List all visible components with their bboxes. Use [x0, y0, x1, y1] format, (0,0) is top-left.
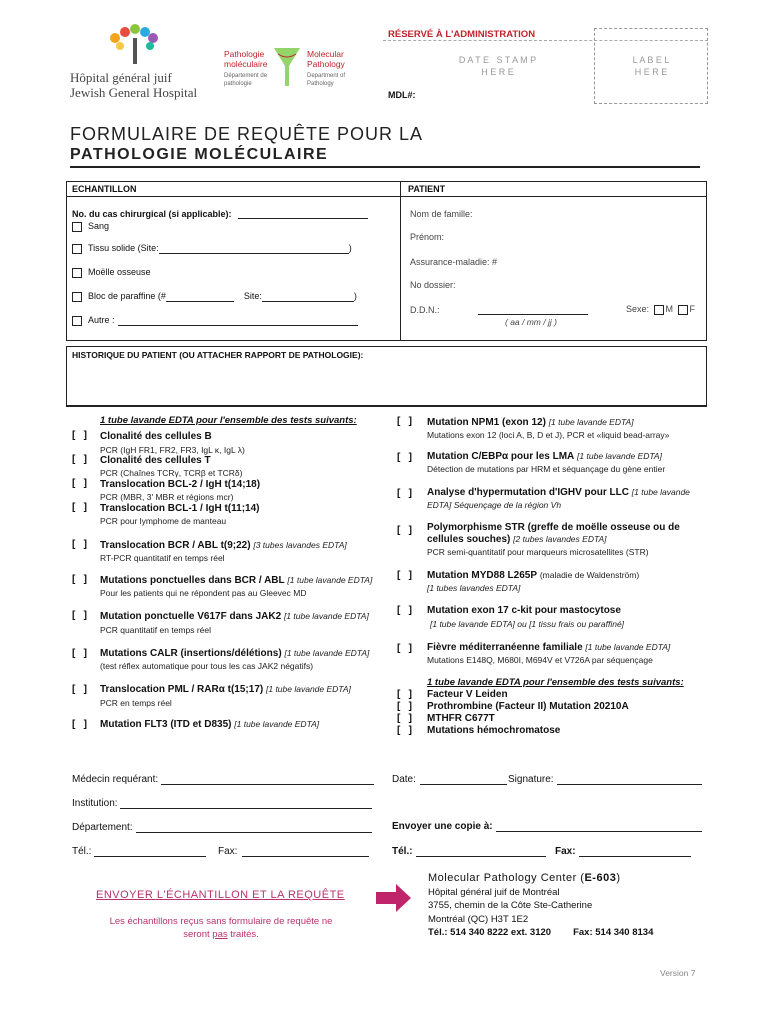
- tel-field[interactable]: [72, 846, 206, 857]
- test-ckit-checkbox[interactable]: [ ]: [397, 605, 412, 616]
- tel-label: Tél.:: [72, 846, 92, 857]
- bloc-site-label: Site:: [243, 291, 262, 301]
- test-bcl1-name: Translocation BCL-1 / IgH t(11;14): [100, 503, 260, 514]
- bloc-end: ): [353, 291, 357, 301]
- hospital-name-en: Jewish General Hospital: [70, 85, 198, 100]
- send-note-line1: Les échantillons reçus sans formulaire de requête ne: [109, 916, 333, 927]
- left-group-header: 1 tube lavande EDTA pour l'ensemble des tests suivants:: [100, 415, 357, 426]
- assurance-field[interactable]: Assurance-maladie: #: [410, 257, 498, 267]
- test-flt3: [100, 719, 319, 730]
- hospital-logo: [70, 24, 200, 100]
- sample-header-rule: [66, 196, 707, 197]
- test-myd88-note: (maladie de Waldenström): [539, 570, 640, 580]
- dept-en-sub: Department of: [307, 73, 346, 79]
- test-str-name: Polymorphisme STR (greffe de moëlle osseuse ou de: [427, 522, 680, 533]
- dept-en: [307, 49, 345, 88]
- date-stamp-text: [440, 54, 555, 78]
- departement-line[interactable]: [136, 823, 372, 833]
- test-npm1: [427, 417, 634, 428]
- version: Version 7: [660, 968, 696, 978]
- test-flt3-tube: [1 tube lavande EDTA]: [234, 719, 320, 729]
- fax2-field[interactable]: [555, 846, 691, 857]
- right-group-list: [427, 689, 629, 737]
- send-note-pas: pas: [212, 929, 228, 940]
- fax-field[interactable]: [218, 846, 369, 857]
- test-clonalite-t-checkbox[interactable]: [ ]: [72, 454, 87, 465]
- right-group-brackets: [397, 689, 412, 737]
- reserved-admin: RÉSERVÉ À L'ADMINISTRATION: [388, 29, 536, 40]
- test-bcl1-sub: PCR pour lymphome de manteau: [100, 516, 227, 526]
- test-prothrombine-name: Prothrombine (Facteur II) Mutation 20210A: [427, 701, 629, 712]
- test-jak2-sub: PCR quantitatif en temps réel: [100, 625, 212, 635]
- test-ighv-checkbox[interactable]: [ ]: [397, 488, 412, 499]
- dept-fr-title: Pathologie: [224, 49, 265, 59]
- test-pml-rara-tube: [1 tube lavande EDTA]: [266, 684, 351, 694]
- ddn-format: ( aa / mm / jj ): [505, 317, 557, 327]
- tel2-field[interactable]: [392, 846, 546, 857]
- test-str-checkbox[interactable]: [ ]: [397, 525, 412, 536]
- dossier-field[interactable]: No dossier:: [410, 280, 456, 290]
- case-number-line[interactable]: [238, 209, 368, 219]
- sexe-label: Sexe:: [626, 304, 650, 314]
- bloc-checkbox[interactable]: [72, 292, 82, 302]
- bloc-option[interactable]: [72, 291, 357, 302]
- institution-line[interactable]: [120, 799, 372, 809]
- mdl-number: MDL#:: [388, 90, 416, 100]
- signature-line[interactable]: [557, 775, 702, 785]
- title-rule: [70, 166, 700, 168]
- envoyer-copie-field[interactable]: [392, 821, 702, 832]
- test-cebpa-name: Mutation C/EBPα pour les LMA: [427, 451, 575, 462]
- autre-line[interactable]: [118, 316, 358, 326]
- test-pml-rara-sub: PCR en temps réel: [100, 698, 172, 708]
- dna-funnel-icon: [272, 46, 302, 90]
- test-str-sub: PCR semi-quantitatif pour marqueurs microsatellites (STR): [427, 547, 649, 557]
- sang-option[interactable]: [72, 221, 109, 232]
- test-hemochromatose-checkbox[interactable]: [ ]: [397, 725, 412, 736]
- dept-en-sub-2: Pathology: [307, 81, 334, 87]
- test-bcr-abl-mut-sub: Pour les patients qui ne répondent pas au Gleevec MD: [100, 588, 307, 598]
- center-name-end: ): [616, 872, 621, 884]
- moelle-checkbox[interactable]: [72, 268, 82, 278]
- test-pml-rara-checkbox[interactable]: [ ]: [72, 684, 87, 695]
- test-cebpa-sub: Détection de mutations par HRM et séquançage du gène entier: [427, 464, 666, 474]
- sample-divider: [400, 181, 401, 341]
- fax2-label: Fax:: [555, 846, 576, 857]
- medecin-line[interactable]: [161, 775, 374, 785]
- medecin-label: Médecin requérant:: [72, 774, 159, 785]
- test-myd88: [427, 570, 639, 581]
- test-calr-sub: (test réflex automatique pour tous les cas JAK2 négatifs): [100, 661, 314, 671]
- case-number-field[interactable]: [72, 209, 368, 219]
- nom-field[interactable]: Nom de famille:: [410, 209, 473, 219]
- test-fmf-checkbox[interactable]: [ ]: [397, 643, 412, 654]
- test-jak2-name: Mutation ponctuelle V617F dans JAK2: [100, 611, 282, 622]
- test-clonalite-b-sub: PCR (IgH FR1, FR2, FR3, IgL κ, IgL λ): [100, 445, 245, 455]
- echantillon-heading: ECHANTILLON: [72, 184, 137, 194]
- test-bcr-abl-mut-name: Mutations ponctuelles dans BCR / ABL: [100, 575, 285, 586]
- test-flt3-checkbox[interactable]: [ ]: [72, 719, 87, 730]
- hospital-name-fr: Hôpital général juif: [70, 70, 172, 85]
- test-bcl2-name: Translocation BCL-2 / IgH t(14;18): [100, 479, 261, 490]
- tissu-option[interactable]: [72, 243, 352, 254]
- test-myd88-checkbox[interactable]: [ ]: [397, 570, 412, 581]
- test-str-tube: [2 tubes lavandes EDTA]: [513, 534, 607, 544]
- tel2-label: Tél.:: [392, 846, 413, 857]
- test-cebpa: [427, 451, 662, 462]
- test-cebpa-tube: [1 tube lavande EDTA]: [577, 451, 662, 461]
- test-ighv-tube: [1 tube lavande: [631, 487, 690, 497]
- test-bcl2-sub: PCR (MBR, 3' MBR et régions mcr): [100, 492, 234, 502]
- label-line1: L A B E L: [632, 55, 670, 65]
- dept-fr-sub-2: pathologie: [224, 81, 252, 87]
- envoyer-copie-line[interactable]: [496, 822, 702, 832]
- sexe-m-checkbox[interactable]: [654, 305, 664, 315]
- sexe-f-checkbox[interactable]: [678, 305, 688, 315]
- test-fmf-tube: [1 tube lavande EDTA]: [585, 642, 671, 652]
- test-clonalite-t-sub: PCR (Chaînes TCRγ, TCRβ et TCRδ): [100, 468, 243, 478]
- autre-checkbox[interactable]: [72, 316, 82, 326]
- test-ckit-sub: [1 tube lavande EDTA] ou [1 tissu frais ou paraffiné]: [430, 619, 625, 629]
- test-pml-rara: [100, 684, 351, 695]
- dept-en-title: Molecular: [307, 49, 344, 59]
- fax2-line[interactable]: [579, 847, 691, 857]
- test-jak2: [100, 611, 369, 622]
- label-line2: H E R E: [634, 67, 668, 77]
- departement-label: Département:: [72, 822, 133, 833]
- test-bcl2-checkbox[interactable]: [ ]: [72, 478, 87, 489]
- test-calr-name: Mutations CALR (insertions/délétions): [100, 648, 282, 659]
- historique-rule: [66, 406, 707, 407]
- autre-label: Autre :: [88, 315, 115, 325]
- test-myd88-sub: [1 tubes lavandes EDTA]: [427, 583, 521, 593]
- test-hemochromatose-name: Mutations hémochromatose: [427, 725, 561, 736]
- test-npm1-tube: [1 tube lavande EDTA]: [548, 417, 634, 427]
- tissu-site-line[interactable]: [159, 244, 349, 254]
- test-mthfr-name: MTHFR C677T: [427, 713, 495, 724]
- sexe-field[interactable]: [626, 304, 695, 315]
- date-stamp-line2: H E R E: [481, 67, 514, 77]
- ddn-line[interactable]: [478, 305, 588, 315]
- test-calr-tube: [1 tube lavande EDTA]: [284, 648, 370, 658]
- test-jak2-checkbox[interactable]: [ ]: [72, 610, 87, 621]
- patient-heading: PATIENT: [408, 184, 446, 194]
- test-ckit-name: Mutation exon 17 c-kit pour mastocytose: [427, 605, 621, 616]
- form-title-line1: FORMULAIRE DE REQUÊTE POUR LA: [70, 124, 424, 144]
- test-fmf-sub: Mutations E148Q, M680I, M694V et V726A par séquençage: [427, 655, 653, 665]
- autre-option[interactable]: [72, 315, 358, 326]
- test-bcr-abl: [100, 540, 347, 551]
- test-npm1-sub: Mutations exon 12 (loci A, B, D et J), PCR et «liquid bead-array»: [427, 430, 670, 440]
- bloc-site-line[interactable]: [262, 292, 354, 302]
- envoyer-copie-label: Envoyer une copie à:: [392, 821, 493, 832]
- center-room: E-603: [584, 872, 617, 884]
- center-name-text: Molecular Pathology Center (: [428, 872, 585, 884]
- test-bcr-abl-mut-tube: [1 tube lavande EDTA]: [287, 575, 373, 585]
- dept-fr-title-2: moléculaire: [224, 59, 268, 69]
- dept-fr: [224, 49, 267, 88]
- tissu-checkbox[interactable]: [72, 244, 82, 254]
- test-clonalite-b-checkbox[interactable]: [ ]: [72, 430, 87, 441]
- test-bcr-abl-sub: RT-PCR quantitatif en temps réel: [100, 553, 225, 563]
- test-calr: [100, 648, 369, 659]
- test-npm1-checkbox[interactable]: [ ]: [397, 416, 412, 427]
- test-bcr-abl-mut-checkbox[interactable]: [ ]: [72, 574, 87, 585]
- historique-heading: HISTORIQUE DU PATIENT (OU ATTACHER RAPPORT DE PATHOLOGIE):: [72, 350, 364, 360]
- date-stamp-line1: D A T E S T A M P: [458, 55, 537, 65]
- case-number-label: No. du cas chirurgical (si applicable):: [72, 209, 232, 219]
- test-pml-rara-name: Translocation PML / RARα t(15;17): [100, 684, 264, 695]
- sang-checkbox[interactable]: [72, 222, 82, 232]
- right-group-header: 1 tube lavande EDTA pour l'ensemble des tests suivants:: [427, 677, 684, 688]
- test-bcr-abl-checkbox[interactable]: [ ]: [72, 539, 87, 550]
- test-bcr-abl-tube: [3 tubes lavandes EDTA]: [253, 540, 347, 550]
- prenom-field[interactable]: Prénom:: [410, 232, 445, 242]
- test-str-name2: cellules souches): [427, 534, 511, 545]
- tree-logo-icon: [95, 24, 175, 68]
- test-ighv-name: Analyse d'hypermutation d'IGHV pour LLC: [427, 487, 629, 498]
- test-bcl1-checkbox[interactable]: [ ]: [72, 502, 87, 513]
- test-bcr-abl-name: Translocation BCR / ABL t(9;22): [100, 540, 251, 551]
- test-prothrombine-checkbox[interactable]: [ ]: [397, 701, 412, 712]
- test-bcr-abl-mut: [100, 575, 372, 586]
- tissu-label: Tissu solide (Site:: [88, 243, 159, 253]
- test-str-line2: [427, 534, 607, 545]
- form-title-line2: PATHOLOGIE MOLÉCULAIRE: [70, 146, 329, 163]
- date-field[interactable]: [392, 774, 507, 785]
- tel2-line[interactable]: [416, 847, 546, 857]
- bloc-number-line[interactable]: [166, 292, 234, 302]
- tissu-end: ): [348, 243, 352, 253]
- test-clonalite-b-name: Clonalité des cellules B: [100, 431, 212, 442]
- institution-label: Institution:: [72, 798, 118, 809]
- moelle-option[interactable]: [72, 267, 151, 278]
- test-npm1-name: Mutation NPM1 (exon 12): [427, 417, 546, 428]
- center-line3: Montréal (QC) H3T 1E2: [428, 913, 529, 925]
- sexe-f-label: F: [689, 304, 696, 314]
- test-clonalite-t-name: Clonalité des cellules T: [100, 455, 211, 466]
- moelle-label: Moëlle osseuse: [88, 267, 151, 277]
- arrow-right-icon: [376, 882, 412, 914]
- center-line1: Hôpital général juif de Montréal: [428, 886, 560, 898]
- bloc-label: Bloc de paraffine (#: [88, 291, 166, 301]
- send-title: ENVOYER L'ÉCHANTILLON ET LA REQUÊTE: [96, 889, 345, 901]
- test-fmf: [427, 642, 670, 653]
- test-flt3-name: Mutation FLT3 (ITD et D835): [100, 719, 232, 730]
- test-fmf-name: Fièvre méditerranéenne familiale: [427, 642, 583, 653]
- fax-label: Fax:: [218, 846, 238, 857]
- center-fax: Fax: 514 340 8134: [573, 927, 654, 938]
- test-mthfr-checkbox[interactable]: [ ]: [397, 713, 412, 724]
- center-name: [428, 872, 653, 886]
- center-line2: 3755, chemin de la Côte Ste-Catherine: [428, 900, 593, 911]
- ddn-field[interactable]: D.D.N.:: [410, 305, 440, 315]
- send-note-line2: [86, 928, 356, 941]
- test-calr-checkbox[interactable]: [ ]: [72, 648, 87, 659]
- tel-line[interactable]: [94, 847, 206, 857]
- date-label: Date:: [392, 774, 416, 785]
- signature-field[interactable]: [508, 774, 702, 785]
- center-info: [428, 872, 653, 940]
- center-tel: Tél.: 514 340 8222 ext. 3120: [428, 927, 552, 938]
- date-line[interactable]: [420, 775, 507, 785]
- test-factor-v-checkbox[interactable]: [ ]: [397, 689, 412, 700]
- dept-fr-sub: Département de: [224, 73, 268, 79]
- fax-line[interactable]: [242, 847, 369, 857]
- test-jak2-tube: [1 tube lavande EDTA]: [283, 611, 369, 621]
- test-ighv-sub: EDTA] Séquençage de la région Vh: [427, 500, 562, 510]
- test-factor-v-name: Facteur V Leiden: [427, 689, 508, 700]
- test-myd88-name: Mutation MYD88 L265P: [427, 570, 538, 581]
- test-cebpa-checkbox[interactable]: [ ]: [397, 452, 412, 463]
- signature-label: Signature:: [508, 774, 554, 785]
- sang-label: Sang: [88, 221, 110, 231]
- test-ighv: [427, 487, 690, 498]
- send-note-c: traités.: [227, 929, 259, 940]
- label-text: [594, 54, 708, 78]
- medecin-field[interactable]: [72, 774, 374, 785]
- send-note-a: seront: [183, 929, 213, 940]
- institution-field[interactable]: [72, 798, 372, 809]
- departement-field[interactable]: [72, 822, 372, 833]
- send-note: [86, 915, 356, 941]
- dept-en-title-2: Pathology: [307, 59, 345, 69]
- sexe-m-label: M: [665, 304, 674, 314]
- center-contact: [428, 926, 653, 940]
